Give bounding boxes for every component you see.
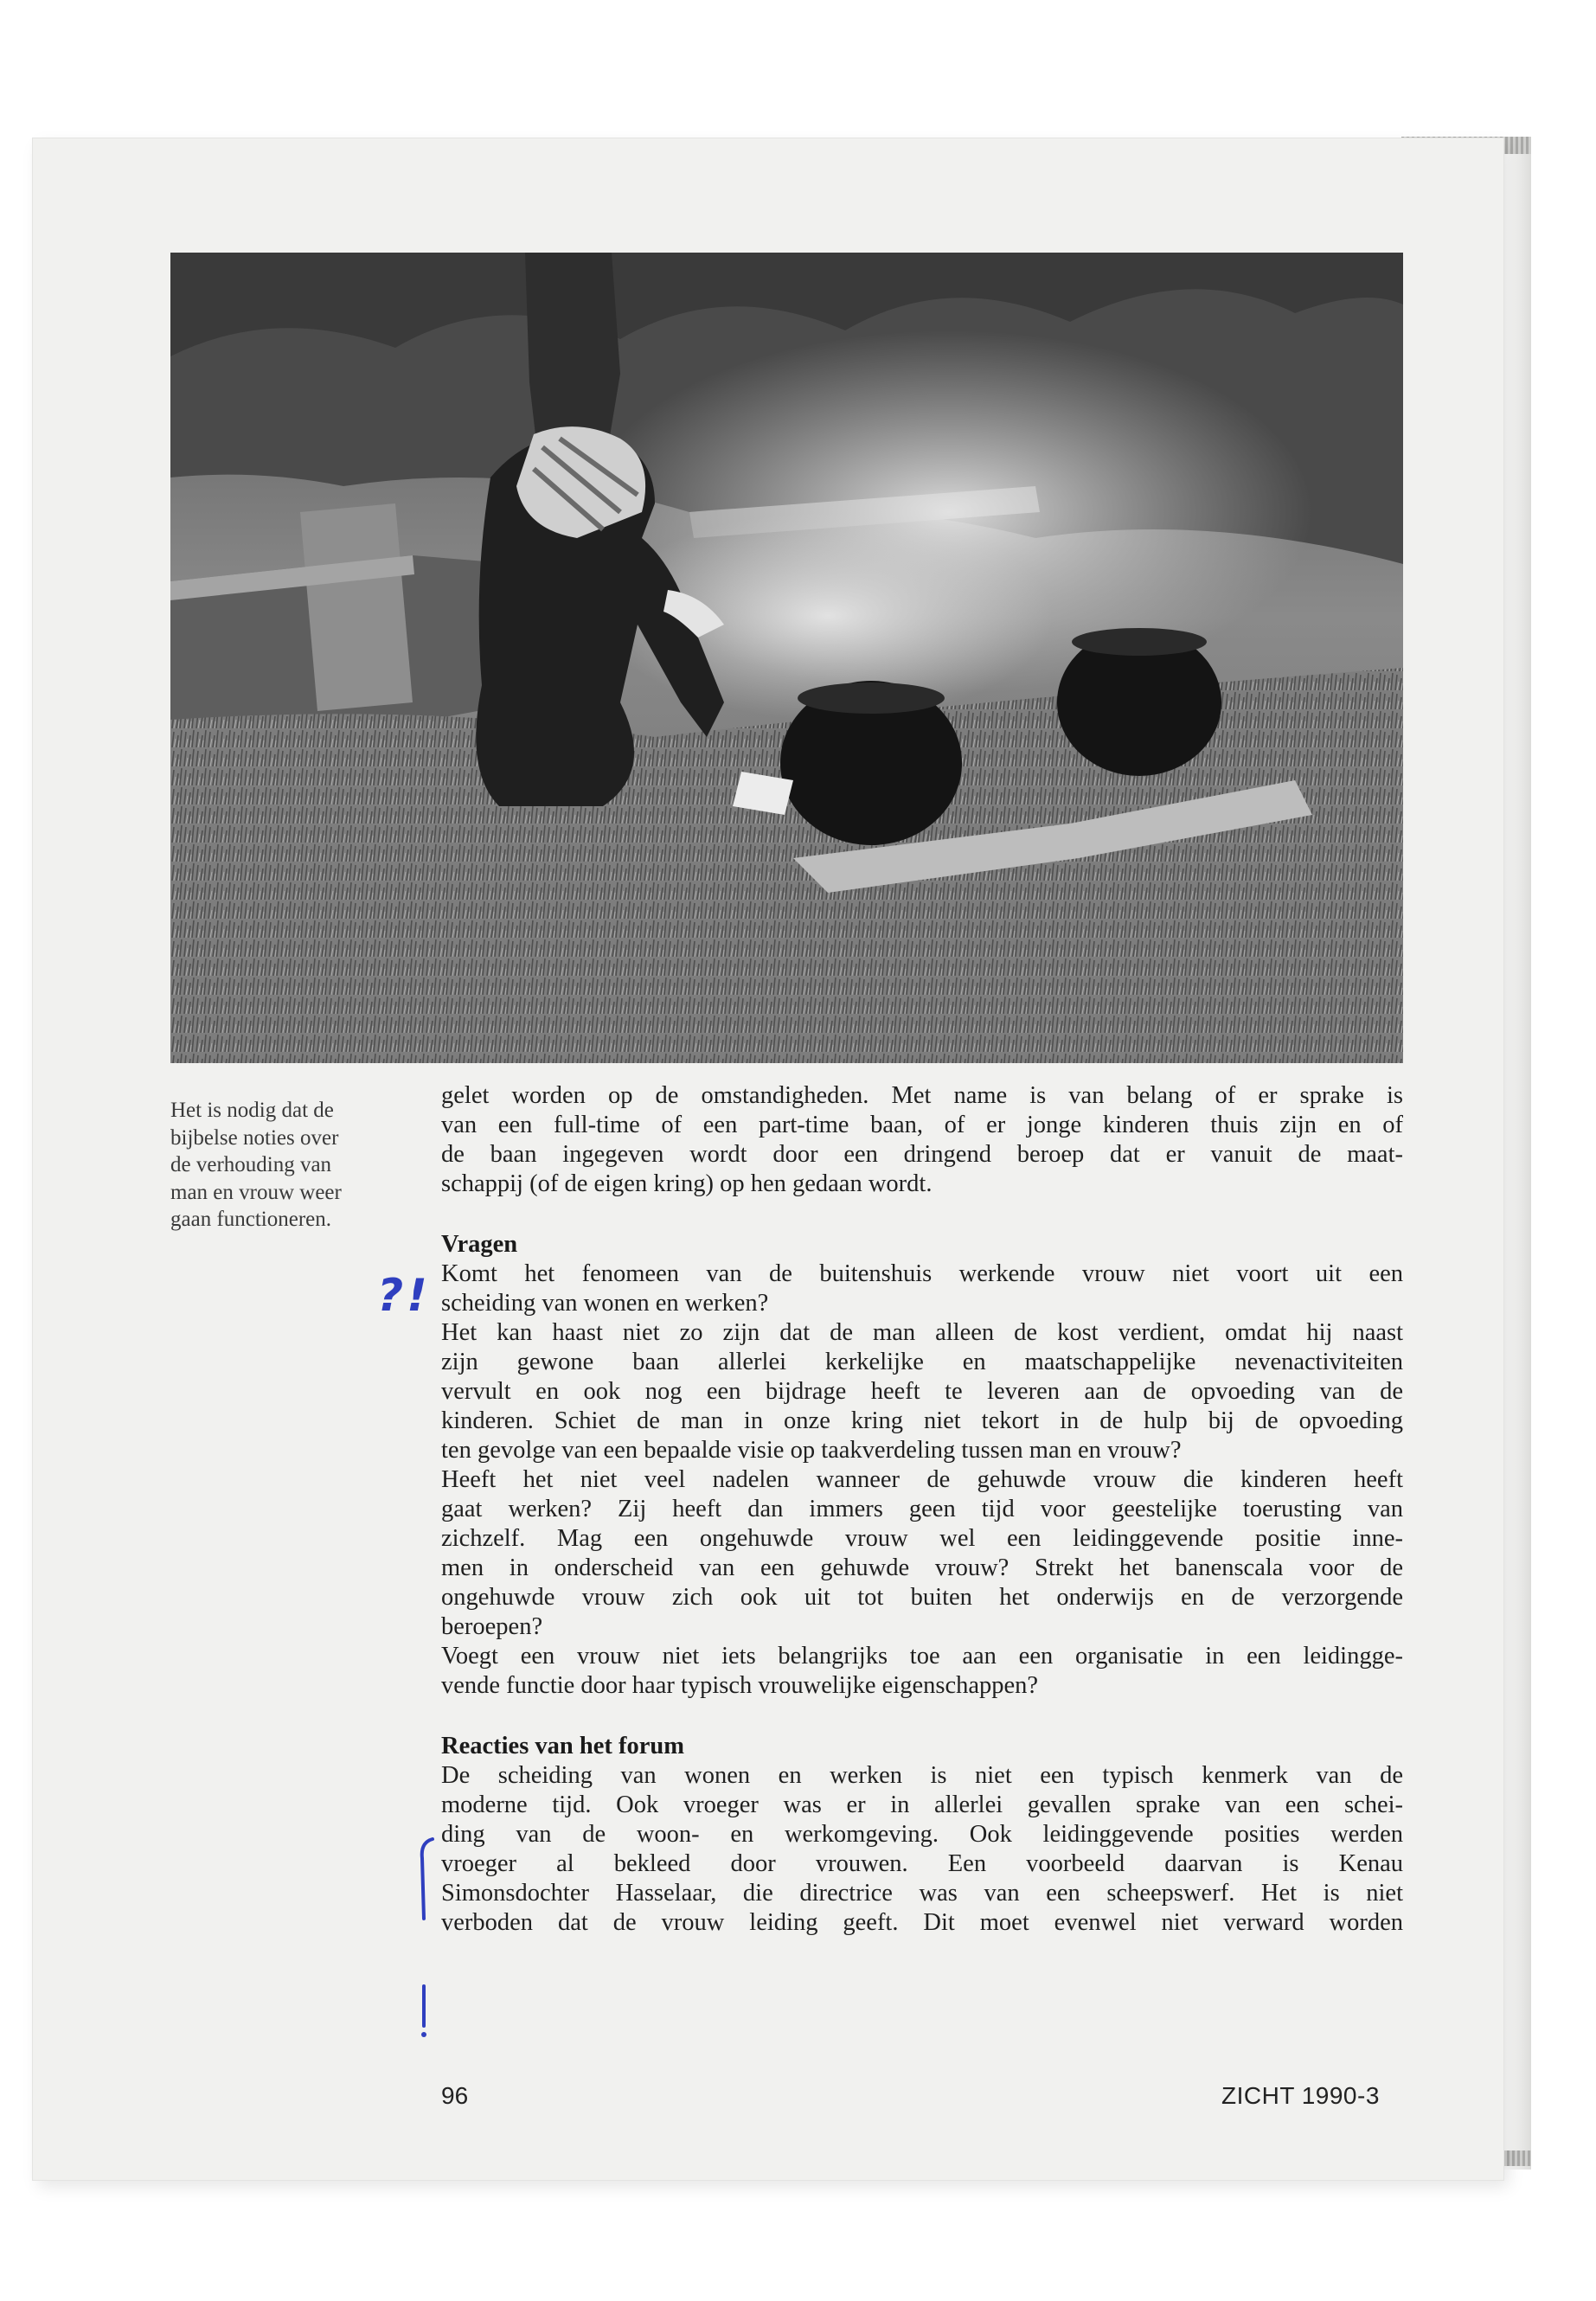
forum-line: verboden dat de vrouw leiding geeft. Dit moet evenwel niet verward worden xyxy=(441,1909,1403,1936)
forum-line: De scheiding van wonen en werken is niet een typisch kenmerk van de xyxy=(441,1762,1403,1789)
vragen-line: men in onderscheid van een gehuwde vrouw? Strekt het banenscala voor de xyxy=(441,1554,1403,1581)
caption-line: de verhouding van xyxy=(170,1153,332,1176)
photo-illustration xyxy=(170,253,1403,1063)
vragen-line: scheiding van wonen en werken? xyxy=(441,1290,769,1317)
forum-line: moderne tijd. Ook vroeger was er in allerlei gevallen sprake van een schei- xyxy=(441,1791,1403,1818)
caption-line: gaan functioneren. xyxy=(170,1208,332,1231)
photo-woman-cooking xyxy=(170,253,1403,1063)
vragen-line: vende functie door haar typisch vrouwelijke eigenschappen? xyxy=(441,1672,1039,1699)
section-heading-forum: Reacties van het forum xyxy=(441,1733,684,1759)
article-body xyxy=(441,1081,1403,1938)
vragen-line: ongehuwde vrouw zich ook uit tot buiten het onderwijs en de verzorgende xyxy=(441,1584,1403,1611)
section-heading-vragen: Vragen xyxy=(441,1231,518,1258)
vragen-line: Het kan haast niet zo zijn dat de man alleen de kost verdient, omdat hij naast xyxy=(441,1319,1403,1346)
forum-line: vroeger al bekleed door vrouwen. Een voorbeeld daarvan is Kenau xyxy=(441,1850,1403,1877)
caption-line: Het is nodig dat de xyxy=(170,1099,334,1122)
caption-line: man en vrouw weer xyxy=(170,1180,342,1204)
vragen-line: vervult en ook nog een bijdrage heeft te leveren aan de opvoeding van de xyxy=(441,1378,1403,1405)
handwritten-question-exclamation-mark: ?! xyxy=(377,1270,431,1322)
page-number: 96 xyxy=(441,2082,469,2109)
running-footer-publication: ZICHT 1990-3 xyxy=(1221,2082,1380,2109)
vragen-line: Komt het fenomeen van de buitenshuis werkende vrouw niet voort uit een xyxy=(441,1260,1403,1287)
vragen-line: kinderen. Schiet de man in onze kring niet tekort in de hulp bij de opvoeding xyxy=(441,1407,1403,1434)
intro-line: de baan ingegeven wordt door een dringend beroep dat er vanuit de maat- xyxy=(441,1141,1403,1168)
intro-line: schappij (of de eigen kring) op hen gedaan wordt. xyxy=(441,1170,933,1197)
vragen-line: ten gevolge van een bepaalde visie op taakverdeling tussen man en vrouw? xyxy=(441,1437,1182,1464)
forum-line: Simonsdochter Hasselaar, die directrice was van een scheepswerf. Het is niet xyxy=(441,1880,1403,1907)
paragraph-gap xyxy=(441,1701,1403,1732)
intro-line: gelet worden op de omstandigheden. Met name is van belang of er sprake is xyxy=(441,1082,1403,1109)
paragraph-gap xyxy=(441,1199,1403,1230)
vragen-line: Voegt een vrouw niet iets belangrijks toe aan een organisatie in een leidingge- xyxy=(441,1643,1403,1670)
vragen-line: Heeft het niet veel nadelen wanneer de gehuwde vrouw die kinderen heeft xyxy=(441,1466,1403,1493)
intro-line: van een full-time of een part-time baan, of er jonge kinderen thuis zijn en of xyxy=(441,1112,1403,1138)
photo-caption xyxy=(170,1097,400,1234)
vragen-line: zichzelf. Mag een ongehuwde vrouw wel een leidinggevende positie inne- xyxy=(441,1525,1403,1552)
caption-line: bijbelse noties over xyxy=(170,1125,339,1150)
vragen-line: beroepen? xyxy=(441,1613,543,1640)
handwritten-margin-bracket xyxy=(413,1832,439,2040)
forum-line: ding van de woon- en werkomgeving. Ook leidinggevende posities werden xyxy=(441,1821,1403,1848)
vragen-line: gaat werken? Zij heeft dan immers geen tijd voor geestelijke toerusting van xyxy=(441,1496,1403,1522)
vragen-line: zijn gewone baan allerlei kerkelijke en maatschappelijke nevenactiviteiten xyxy=(441,1349,1403,1375)
